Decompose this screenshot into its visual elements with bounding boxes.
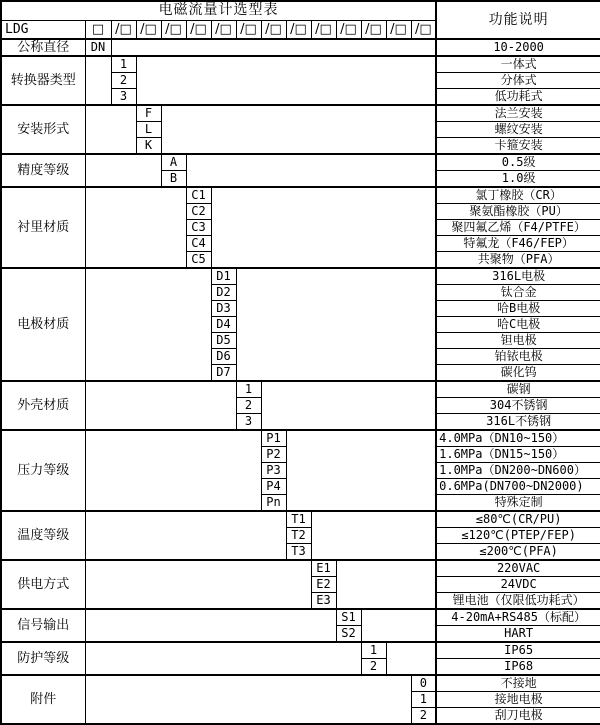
model-code-slot: /□ [111,20,136,39]
option-row [1,365,600,382]
option-description: 316L电极 [436,268,600,285]
option-code: D3 [211,301,236,317]
option-row [1,626,600,643]
filler-cell [236,317,436,333]
model-code-slot: /□ [186,20,211,39]
option-code: D5 [211,333,236,349]
filler-cell [236,333,436,349]
option-description: ≤200℃(PFA) [436,544,600,561]
filler-cell [136,73,436,89]
filler-cell [85,560,311,577]
diameter-description: 10-2000 [436,39,600,56]
option-code: 3 [236,414,261,431]
option-code: 1 [361,642,386,659]
category-label: 转换器类型 [1,56,85,105]
option-code: L [136,122,161,138]
filler-cell [85,187,186,204]
filler-cell [311,528,436,544]
category-label: 压力等级 [1,430,85,511]
filler-cell [361,626,436,643]
filler-cell [211,236,436,252]
option-row [1,268,600,285]
option-row [1,414,600,431]
filler-cell [161,122,436,138]
filler-cell [386,659,436,676]
option-row [1,105,600,122]
option-description: 24VDC [436,577,600,593]
filler-cell [286,463,436,479]
category-label: 安装形式 [1,105,85,154]
category-label: 衬里材质 [1,187,85,268]
filler-cell [336,560,436,577]
option-code: 0 [411,675,436,692]
filler-cell [211,220,436,236]
filler-cell [85,675,411,692]
option-description: 0.5级 [436,154,600,171]
filler-cell [186,171,436,188]
option-description: 碳化钨 [436,365,600,382]
filler-cell [85,285,211,301]
option-code: 1 [236,381,261,398]
option-description: 卡箍安装 [436,138,600,155]
diameter-code: DN [85,39,111,56]
option-description: 哈B电极 [436,301,600,317]
filler-cell [236,268,436,285]
option-row [1,171,600,188]
option-description: 1.6MPa（DN15~150） [436,447,600,463]
filler-cell [85,56,111,73]
model-code-slot: /□ [211,20,236,39]
option-code: C3 [186,220,211,236]
option-row [1,447,600,463]
category-label: 公称直径 [1,39,85,56]
category-label: 外壳材质 [1,381,85,430]
option-row [1,89,600,106]
filler-cell [261,414,436,431]
table-title: 电磁流量计选型表 [1,1,436,20]
option-row [1,398,600,414]
model-code-slot: /□ [161,20,186,39]
option-description: 不接地 [436,675,600,692]
option-row [1,204,600,220]
filler-cell [236,285,436,301]
model-code-slot: /□ [261,20,286,39]
option-code: P1 [261,430,286,447]
filler-cell [85,692,411,708]
filler-cell [286,479,436,495]
filler-cell [286,495,436,512]
filler-cell [85,171,161,188]
model-prefix: LDG [1,20,85,39]
option-row [1,285,600,301]
option-row [1,675,600,692]
filler-cell [85,642,361,659]
filler-cell [236,349,436,365]
option-description: IP65 [436,642,600,659]
option-row [1,349,600,365]
option-row [1,463,600,479]
option-code: 1 [111,56,136,73]
filler-cell [85,333,211,349]
option-row [1,544,600,561]
option-row [1,593,600,610]
option-description: 聚氨酯橡胶（PU） [436,204,600,220]
filler-cell [85,463,261,479]
option-row [1,642,600,659]
filler-cell [361,609,436,626]
filler-cell [85,544,286,561]
option-description: 钛合金 [436,285,600,301]
option-row [1,577,600,593]
option-code: K [136,138,161,155]
filler-cell [236,365,436,382]
filler-cell [85,479,261,495]
option-row [1,187,600,204]
option-code: E3 [311,593,336,610]
option-code: B [161,171,186,188]
option-code: E2 [311,577,336,593]
option-code: P3 [261,463,286,479]
model-code-slot: /□ [386,20,411,39]
function-column-header: 功能说明 [436,1,600,39]
option-code: T3 [286,544,311,561]
option-description: 氯丁橡胶（CR） [436,187,600,204]
model-code-slot: /□ [136,20,161,39]
option-code: P4 [261,479,286,495]
option-row [1,220,600,236]
category-label: 温度等级 [1,511,85,560]
option-code: S2 [336,626,361,643]
option-row [1,317,600,333]
filler-cell [85,609,336,626]
option-code: Pn [261,495,286,512]
option-description: 一体式 [436,56,600,73]
option-row [1,560,600,577]
option-description: 特殊定制 [436,495,600,512]
model-dn-box: □ [85,20,111,39]
filler-cell [161,105,436,122]
model-code-slot: /□ [311,20,336,39]
filler-cell [85,317,211,333]
category-label: 电极材质 [1,268,85,381]
option-description: 0.6MPa(DN700~DN2000) [436,479,600,495]
filler-cell [136,89,436,106]
filler-cell [85,349,211,365]
option-code: 2 [236,398,261,414]
filler-cell [85,122,136,138]
filler-cell [336,577,436,593]
option-code: D6 [211,349,236,365]
option-code: A [161,154,186,171]
option-description: 碳钢 [436,381,600,398]
option-row [1,138,600,155]
filler-cell [85,89,111,106]
option-code: S1 [336,609,361,626]
option-row [1,495,600,512]
option-description: 特氟龙（F46/FEP） [436,236,600,252]
category-label: 防护等级 [1,642,85,675]
option-row [1,609,600,626]
option-code: C4 [186,236,211,252]
option-description: 钽电极 [436,333,600,349]
option-description: 304不锈钢 [436,398,600,414]
option-description: 220VAC [436,560,600,577]
filler-cell [85,252,186,269]
filler-cell [85,398,236,414]
option-row [1,692,600,708]
filler-cell [85,430,261,447]
option-row [1,479,600,495]
option-description: 低功耗式 [436,89,600,106]
filler-cell [85,138,136,155]
option-row [1,56,600,73]
option-row [1,252,600,269]
option-description: IP68 [436,659,600,676]
option-description: 分体式 [436,73,600,89]
filler-cell [85,73,111,89]
option-code: 1 [411,692,436,708]
option-row [1,122,600,138]
option-description: 接地电极 [436,692,600,708]
filler-cell [85,236,186,252]
option-code: C1 [186,187,211,204]
option-description: 1.0级 [436,171,600,188]
filler-cell [85,268,211,285]
filler-cell [85,447,261,463]
category-label: 附件 [1,675,85,724]
filler-cell [85,593,311,610]
filler-cell [136,56,436,73]
filler-cell [85,528,286,544]
option-row [1,381,600,398]
filler-cell [186,154,436,171]
option-code: D2 [211,285,236,301]
option-code: T1 [286,511,311,528]
filler-cell [286,430,436,447]
category-label: 信号输出 [1,609,85,642]
category-label: 供电方式 [1,560,85,609]
filler-cell [85,495,261,512]
option-code: C2 [186,204,211,220]
filler-cell [386,642,436,659]
filler-cell [336,593,436,610]
filler-cell [261,398,436,414]
filler-cell [85,301,211,317]
filler-cell [85,365,211,382]
filler-cell [311,511,436,528]
category-label: 精度等级 [1,154,85,187]
option-row [1,301,600,317]
filler-cell [85,154,161,171]
option-description: 哈C电极 [436,317,600,333]
option-row [1,659,600,676]
filler-cell [85,659,361,676]
option-description: ≤120℃(PTEP/FEP) [436,528,600,544]
filler-cell [85,414,236,431]
option-description: 螺纹安装 [436,122,600,138]
filler-cell [236,301,436,317]
option-code: D7 [211,365,236,382]
filler-cell [111,39,436,56]
filler-cell [85,381,236,398]
option-code: D1 [211,268,236,285]
filler-cell [286,447,436,463]
filler-cell [85,626,336,643]
option-description: ≤80℃(CR/PU) [436,511,600,528]
filler-cell [161,138,436,155]
option-code: D4 [211,317,236,333]
diameter-row [1,39,600,56]
filler-cell [85,105,136,122]
option-description: 法兰安装 [436,105,600,122]
option-code: C5 [186,252,211,269]
option-code: 3 [111,89,136,106]
option-description: 316L不锈钢 [436,414,600,431]
option-row [1,528,600,544]
model-code-slot: /□ [286,20,311,39]
option-row [1,333,600,349]
filler-cell [85,511,286,528]
title-row [1,1,600,20]
option-description: 共聚物（PFA） [436,252,600,269]
filler-cell [85,204,186,220]
model-code-slot: /□ [361,20,386,39]
filler-cell [85,577,311,593]
option-row [1,511,600,528]
option-code: P2 [261,447,286,463]
option-code: E1 [311,560,336,577]
filler-cell [85,220,186,236]
option-description: 刮刀电极 [436,708,600,725]
filler-cell [211,187,436,204]
model-code-slot: /□ [411,20,436,39]
filler-cell [311,544,436,561]
option-code: 2 [361,659,386,676]
model-code-slot: /□ [336,20,361,39]
option-code: 2 [111,73,136,89]
option-row [1,236,600,252]
filler-cell [261,381,436,398]
option-row [1,430,600,447]
option-description: 4-20mA+RS485（标配） [436,609,600,626]
option-description: 锂电池（仅限低功耗式） [436,593,600,610]
option-row [1,73,600,89]
filler-cell [211,252,436,269]
option-description: HART [436,626,600,643]
option-description: 铂铱电极 [436,349,600,365]
option-description: 4.0MPa（DN10~150） [436,430,600,447]
option-row [1,154,600,171]
option-description: 1.0MPa（DN200~DN600） [436,463,600,479]
option-code: T2 [286,528,311,544]
filler-cell [211,204,436,220]
option-description: 聚四氟乙烯（F4/PTFE） [436,220,600,236]
option-code: 2 [411,708,436,725]
option-code: F [136,105,161,122]
model-code-slot: /□ [236,20,261,39]
